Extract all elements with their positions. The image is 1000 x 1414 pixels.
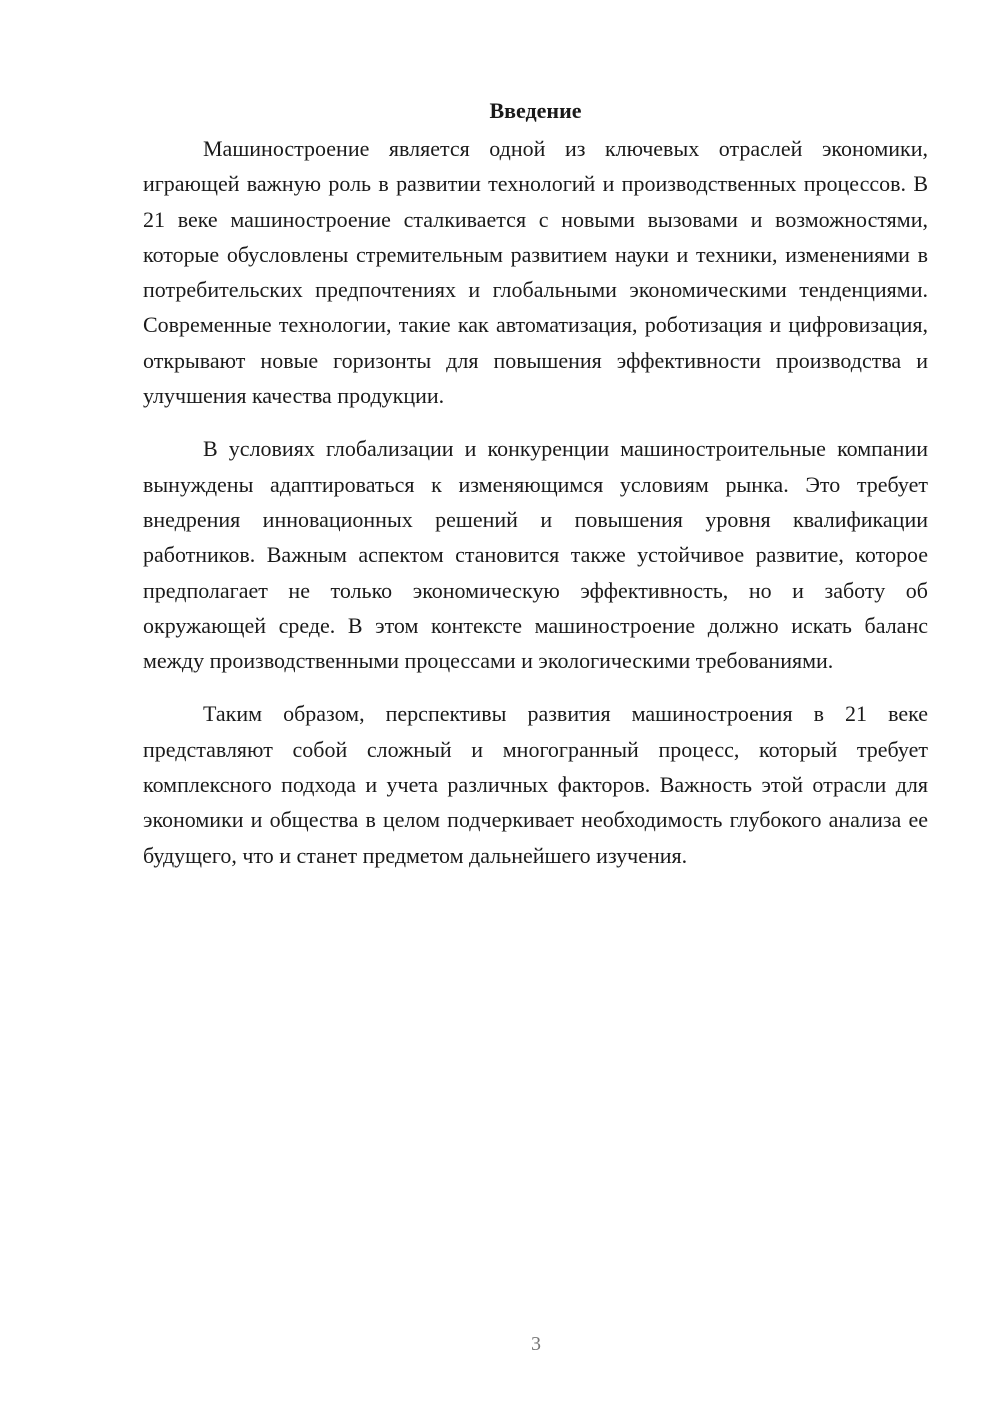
paragraph-3: Таким образом, перспективы развития машиностроения в 21 веке представляют собой сложный и многогранный процесс, который требует комплексного подхода и учета различных факторов. Важность этой отрасли для экономики и общества в целом подчеркивает необходимость глубокого анализа ее будущего, что и станет предметом дальнейшего изучения. (143, 701, 928, 868)
paragraph-2: В условиях глобализации и конкуренции машиностроительные компании вынуждены адаптироваться к изменяющимся условиям рынка. Это требует внедрения инновационных решений и повышения уровня квалификации работников. Важным аспектом становится также устойчивое развитие, которое предполагает не только экономическую эффективность, но и заботу об окружающей среде. В этом контексте машиностроение должно искать баланс между производственными процессами и экологическими требованиями. (143, 436, 928, 674)
page-number: 3 (531, 1333, 541, 1355)
paragraph-1: Машиностроение является одной из ключевых отраслей экономики, играющей важную роль в развитии технологий и производственных процессов. В 21 веке машиностроение сталкивается с новыми вызовами и возможностями, которые обусловлены стремительным развитием науки и техники, изменениями в потребительских предпочтениях и глобальными экономическими тенденциями. Современные технологии, такие как автоматизация, роботизация и цифровизация, открывают новые горизонты для повышения эффективности производства и улучшения качества продукции. (143, 136, 928, 409)
section-heading: Введение (489, 98, 582, 123)
page-content (143, 95, 928, 891)
